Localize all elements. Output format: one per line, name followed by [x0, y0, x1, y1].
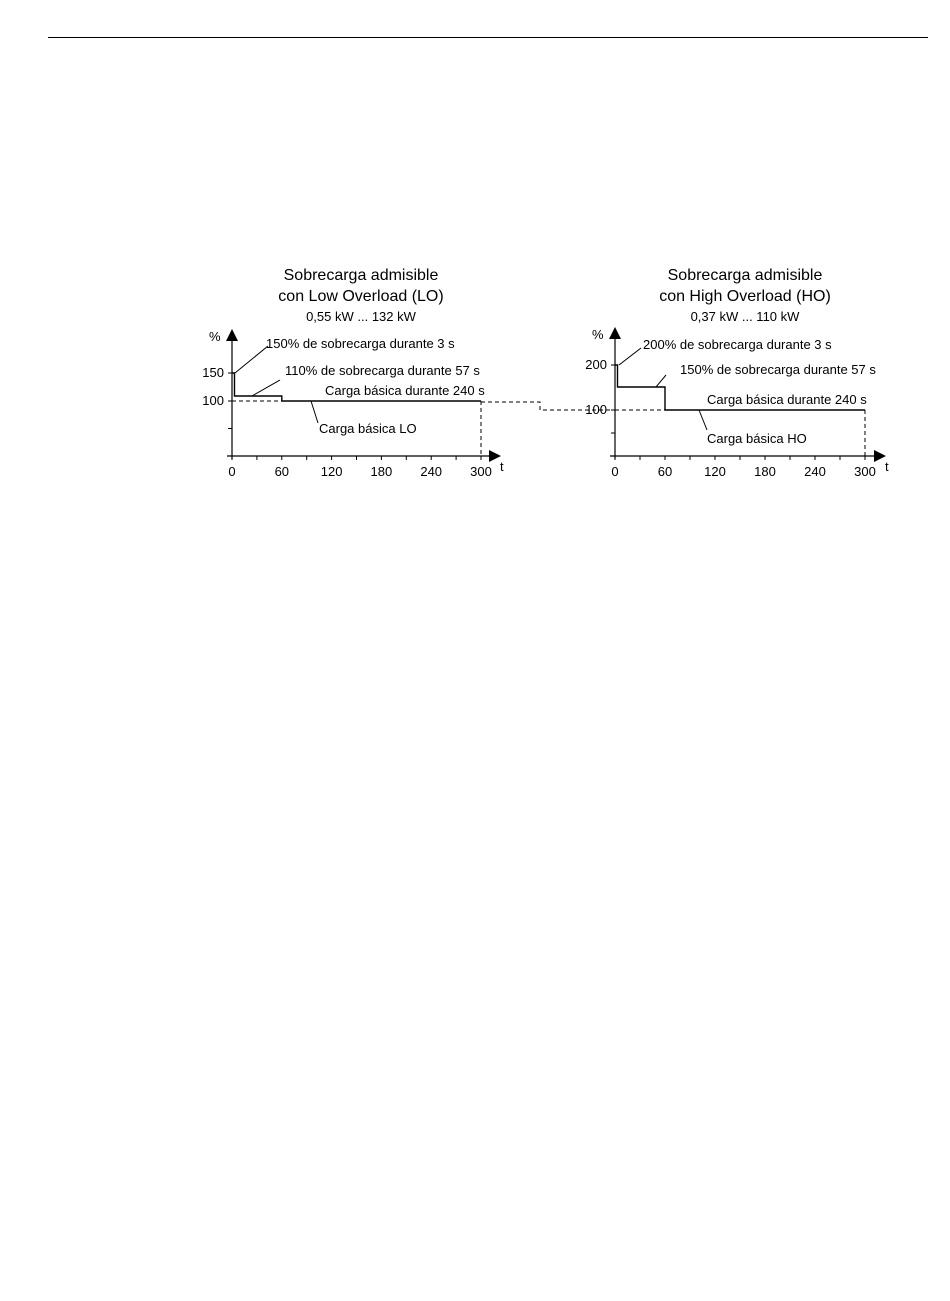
chart-lo-x-tick-label: 0 [228, 464, 236, 479]
chart-lo-leader-line-3 [311, 401, 318, 423]
chart-ho-x-tick-label: 300 [854, 464, 876, 479]
chart-ho-x-tick-label: 0 [611, 464, 619, 479]
chart-lo-y-axis-arrow [226, 329, 238, 341]
chart-lo-y-tick-label: 100 [202, 393, 224, 408]
chart-lo-annotation-3: Carga básica durante 240 s [325, 383, 485, 398]
chart-lo-subtitle: 0,55 kW ... 132 kW [306, 309, 416, 324]
chart-lo-title-line-2: con Low Overload (LO) [278, 288, 444, 305]
chart-lo-x-tick-label: 180 [370, 464, 393, 479]
chart-ho-title-line-1: Sobrecarga admisible [667, 267, 823, 284]
chart-ho-annotation-1: 200% de sobrecarga durante 3 s [643, 337, 832, 352]
chart-lo-leader-line-1 [235, 346, 268, 373]
chart-ho-y-axis-arrow [609, 327, 621, 339]
chart-lo-annotation-1: 150% de sobrecarga durante 3 s [266, 336, 455, 351]
chart-ho-leader-line-1 [619, 348, 641, 365]
chart-ho-annotation-4: Carga básica HO [707, 431, 807, 446]
chart-ho-annotation-2: 150% de sobrecarga durante 57 s [680, 362, 876, 377]
chart-ho-x-tick-label: 120 [704, 464, 726, 479]
chart-ho-y-tick-label: 200 [585, 357, 607, 372]
chart-ho-x-tick-label: 180 [754, 464, 776, 479]
chart-lo-annotation-4: Carga básica LO [319, 421, 417, 436]
chart-lo-x-tick-label: 60 [274, 464, 290, 479]
chart-ho-y-axis-label: % [592, 327, 604, 342]
chart-lo-y-tick-label: 150 [202, 365, 224, 380]
chart-lo-y-axis-label: % [209, 329, 221, 344]
chart-lo-x-tick-label: 240 [420, 464, 443, 479]
chart-ho-x-axis-label: t [885, 459, 889, 474]
chart-ho-leader-line-3 [699, 410, 707, 430]
chart-lo-x-axis-label: t [500, 459, 504, 474]
chart-lo [202, 267, 504, 479]
chart-lo-leader-line-2 [252, 380, 280, 396]
chart-lo-x-tick-label: 300 [470, 464, 492, 479]
chart-ho-x-tick-label: 60 [657, 464, 673, 479]
chart-lo-x-tick-label: 120 [320, 464, 343, 479]
chart-ho-leader-line-2 [656, 375, 666, 387]
chart-ho-y-tick-label: 100 [585, 402, 607, 417]
chart-ho-x-tick-label: 240 [804, 464, 826, 479]
chart-ho-annotation-3: Carga básica durante 240 s [707, 392, 867, 407]
chart-lo-annotation-2: 110% de sobrecarga durante 57 s [285, 363, 480, 378]
chart-ho-title-line-2: con High Overload (HO) [659, 288, 831, 305]
chart-lo-title-line-1: Sobrecarga admisible [283, 267, 439, 284]
chart-ho [585, 267, 889, 479]
chart-ho-subtitle: 0,37 kW ... 110 kW [690, 309, 800, 324]
